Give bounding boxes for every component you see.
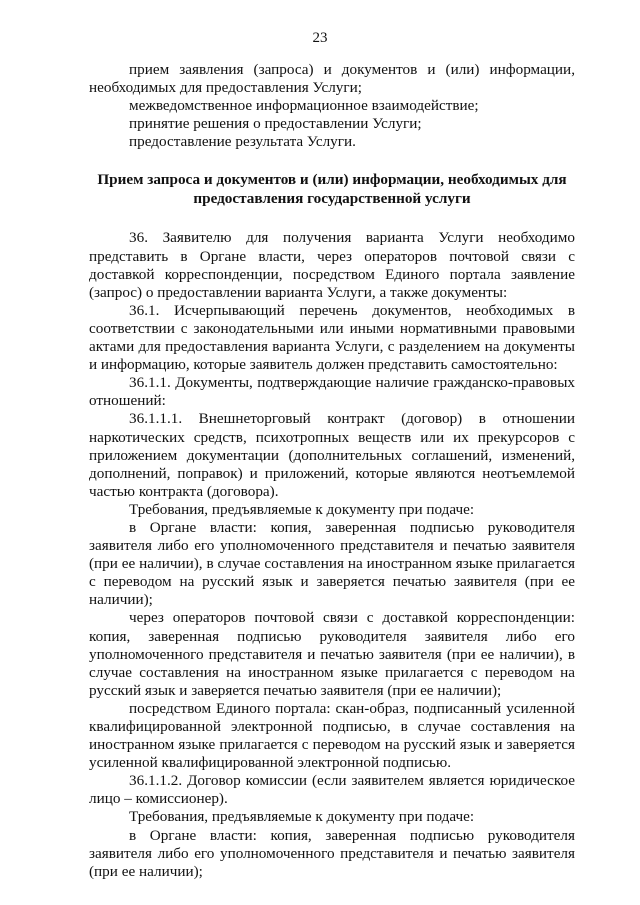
paragraph-36-1-1: 36.1.1. Документы, подтверждающие наличие гражданско-правовых отношений:	[89, 374, 575, 410]
paragraph-portal: посредством Единого портала: скан-образ, подписанный усиленной квалифицированной электронной подписью, в случае составления на иностранном языке прилагается с переводом на русский язык и заверяется усиленной квалифицированной электронной подписью.	[89, 699, 575, 772]
paragraph-stage-3: принятие решения о предоставлении Услуги;	[129, 115, 422, 133]
paragraph-stage-1: прием заявления (запроса) и документов и (или) информации, необходимых для предоставления Услуги;	[89, 61, 575, 97]
paragraph-post: через операторов почтовой связи с доставкой корреспонденции: копия, заверенная подписью руководителя заявителя либо его уполномоченного представителя и печатью заявителя (при ее наличии), в случае составления на иностранном языке прилагается с переводом на русский язык и заверяется печатью заявителя (при ее наличии);	[89, 609, 575, 699]
paragraph-36-1-1-2: 36.1.1.2. Договор комиссии (если заявителем является юридическое лицо – комиссионер).	[89, 772, 575, 808]
paragraph-authority: в Органе власти: копия, заверенная подписью руководителя заявителя либо его уполномоченного представителя и печатью заявителя (при ее наличии), в случае составления на иностранном языке прилагается с переводом на русский язык и заверяется печатью заявителя (при ее наличии);	[89, 518, 575, 609]
paragraph-36: 36. Заявителю для получения варианта Услуги необходимо представить в Органе власти, через операторов почтовой связи с доставкой корреспонденции, посредством Единого портала заявление (запрос) о предоставлении варианта Услуги, а также документы:	[89, 229, 575, 301]
paragraph-36-1: 36.1. Исчерпывающий перечень документов, необходимых в соответствии с законодательными или иными нормативными правовыми актами для предоставления варианта Услуги, с разделением на документы и информацию, которые заявитель должен представить самостоятельно:	[89, 301, 575, 374]
section-heading: Прием запроса и документов и (или) информации, необходимых для предоставления государственной услуги	[97, 171, 567, 207]
requirements-label: Требования, предъявляемые к документу при подаче:	[129, 500, 475, 518]
document-body	[89, 61, 575, 881]
paragraph-36-1-1-1: 36.1.1.1. Внешнеторговый контракт (договор) в отношении наркотических средств, психотропных веществ или их прекурсоров с приложением документации (дополнительных соглашений, изменений, дополнений, поправок) и приложений, которые являются неотъемлемой частью контракта (договора).	[89, 410, 575, 500]
paragraph-stage-4: предоставление результата Услуги.	[129, 133, 356, 151]
requirements-label-2: Требования, предъявляемые к документу при подаче:	[129, 808, 475, 826]
page-number: 23	[312, 30, 328, 46]
paragraph-authority-2: в Органе власти: копия, заверенная подписью руководителя заявителя либо его уполномоченного представителя и печатью заявителя (при ее наличии);	[89, 826, 575, 880]
paragraph-stage-2: межведомственное информационное взаимодействие;	[129, 97, 479, 115]
